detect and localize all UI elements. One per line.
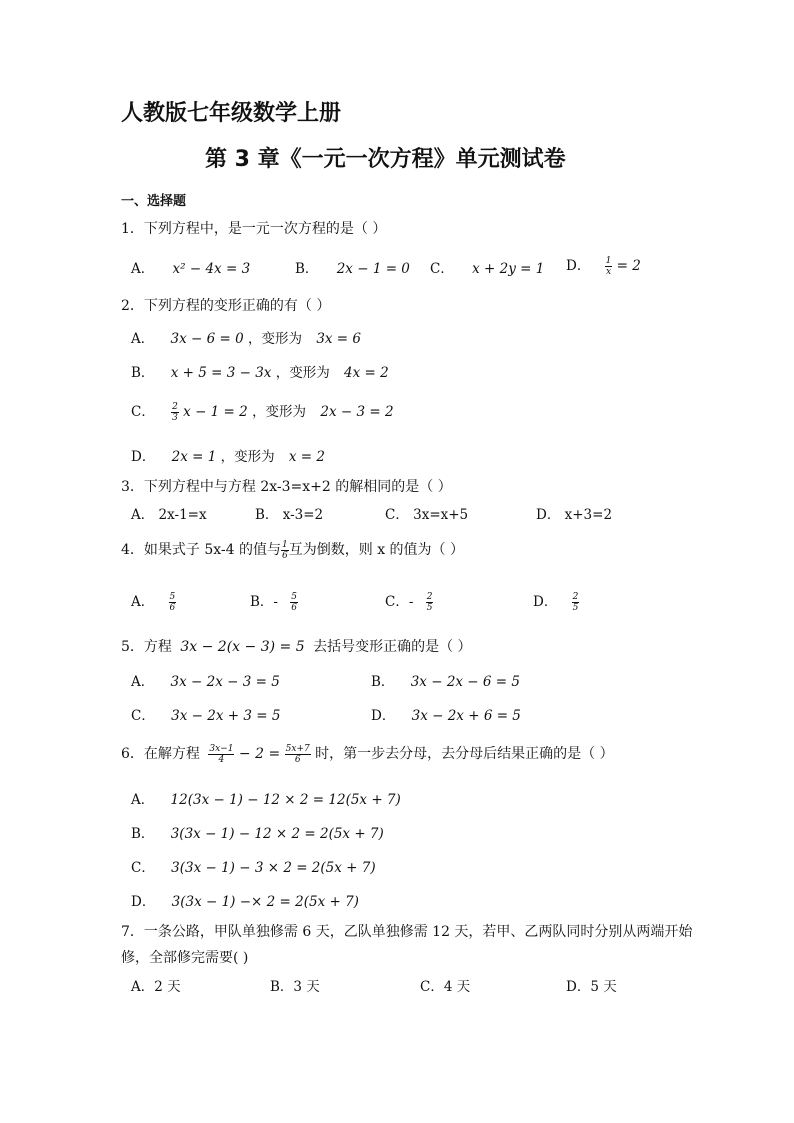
question-4-option-b (250, 590, 298, 613)
option-expression: 3(3x − 1) −× 2 = 2(5x + 7) (171, 894, 359, 910)
option-label: D． (131, 894, 156, 910)
question-3-option-b: B． x-3=2 (255, 507, 324, 523)
option-result: 2x − 3 = 2 (320, 404, 394, 420)
fraction-denominator: 5 (426, 603, 433, 613)
section-heading: 一、选择题 (121, 194, 187, 209)
stem-text: 4．如果式子 5x-4 的值与 (121, 542, 282, 558)
option-label: C． (131, 860, 155, 876)
option-label: B． (295, 261, 319, 277)
fraction (605, 256, 613, 277)
option-label: D． (131, 449, 156, 465)
question-7-stem-line-1: 7．一条公路，甲队单独修需 6 天，乙队单独修需 12 天，若甲、乙两队同时分别从两端开始 (121, 924, 693, 940)
fraction-denominator: 6 (291, 603, 298, 613)
question-6-option-a (131, 788, 401, 808)
question-2-option-c (131, 400, 394, 423)
question-5-stem (121, 636, 472, 656)
fraction-numerator: 1 (282, 539, 288, 550)
option-expression: 2x = 1 (171, 449, 217, 465)
option-expression: 12(3x − 1) − 12 × 2 = 12(5x + 7) (170, 792, 401, 808)
fraction-denominator: 5 (572, 603, 579, 613)
option-expression: 3(3x − 1) − 12 × 2 = 2(5x + 7) (170, 826, 384, 842)
option-label: A． (131, 792, 155, 808)
option-label: A． (131, 261, 155, 277)
option-expression: 3x − 2x − 3 = 5 (170, 674, 280, 690)
fraction-numerator: 2 (426, 592, 433, 602)
fraction-denominator: 6 (294, 754, 301, 765)
option-connector: ，变形为 (252, 404, 307, 420)
option-label: A． (131, 594, 155, 610)
option-label: A． (131, 674, 155, 690)
question-4-option-a (131, 590, 176, 613)
option-expression: x − 1 = 2 (183, 404, 248, 420)
question-7-option-a: A．2 天 (131, 979, 181, 995)
option-expression: 3x − 2x + 3 = 5 (171, 708, 281, 724)
stem-text: 时，第一步去分母，去分母后结果正确的是（ ） (315, 746, 614, 762)
option-label: B． (131, 826, 155, 842)
question-2-option-a (131, 327, 361, 347)
option-label: C．- (385, 594, 414, 610)
fraction-numerator: 2 (572, 592, 579, 602)
option-label: D． (533, 594, 558, 610)
option-label: C． (131, 708, 155, 724)
question-6-option-c (131, 856, 376, 876)
stem-text: 去括号变形正确的是（ ） (313, 639, 472, 655)
document-title: 人教版七年级数学上册 (121, 101, 342, 126)
option-connector: ，变形为 (275, 365, 330, 381)
fraction (572, 592, 580, 613)
option-expression: x² − 4x = 3 (172, 261, 251, 277)
option-label: A． (131, 331, 155, 347)
question-1-option-a (131, 257, 250, 277)
question-7-option-b: B．3 天 (270, 979, 320, 995)
option-label: D． (371, 708, 396, 724)
option-label: D． (566, 258, 591, 274)
fraction-denominator: 6 (282, 550, 288, 561)
fraction-denominator: 6 (169, 603, 176, 613)
fraction-numerator: 5 (291, 592, 298, 602)
option-result: x = 2 (288, 449, 326, 465)
question-5-option-b (371, 670, 520, 690)
option-connector: ，变形为 (220, 449, 275, 465)
option-expression: = 2 (616, 258, 641, 274)
option-expression: 2x − 1 = 0 (336, 261, 410, 277)
question-6-option-b (131, 822, 384, 842)
question-1-stem: 1．下列方程中，是一元一次方程的是（ ） (121, 221, 387, 237)
fraction (426, 592, 434, 613)
fraction-numerator: 3x−1 (209, 743, 234, 754)
option-expression: 3x − 2x − 6 = 5 (410, 674, 520, 690)
question-4-option-d (533, 590, 579, 613)
fraction-numerator: 5x+7 (285, 743, 310, 754)
fraction-denominator: 4 (218, 754, 225, 765)
stem-text: 5．方程 (121, 639, 172, 655)
question-5-option-d (371, 704, 521, 724)
question-7-option-d: D．5 天 (566, 979, 617, 995)
question-7-option-c: C．4 天 (420, 979, 471, 995)
fraction (208, 744, 234, 765)
question-2-stem: 2．下列方程的变形正确的有（ ） (121, 298, 331, 314)
document-subtitle: 第 3 章《一元一次方程》单元测试卷 (205, 147, 566, 172)
option-result: 4x = 2 (344, 365, 389, 381)
option-label: B． (371, 674, 395, 690)
fraction (290, 592, 298, 613)
option-label: C． (430, 261, 454, 277)
question-1-option-d (566, 254, 641, 277)
stem-expression: − 2 = (238, 746, 281, 762)
option-result: 3x = 6 (316, 331, 361, 347)
option-expression: x + 5 = 3 − 3x (170, 365, 272, 381)
option-label: B． (131, 365, 155, 381)
stem-expression: 3x − 2(x − 3) = 5 (180, 639, 305, 655)
question-5-option-a (131, 670, 280, 690)
question-6-option-d (131, 890, 359, 910)
question-1-option-b (295, 257, 410, 277)
fraction-numerator: 5 (169, 592, 176, 602)
question-3-stem: 3．下列方程中与方程 2x-3=x+2 的解相同的是（ ） (121, 479, 452, 495)
question-6-stem (121, 743, 614, 765)
option-expression: 3x − 6 = 0 (170, 331, 244, 347)
fraction-numerator: 2 (172, 402, 178, 412)
option-connector: ，变形为 (248, 331, 303, 347)
fraction (285, 744, 311, 765)
option-expression: 3(3x − 1) − 3 × 2 = 2(5x + 7) (171, 860, 376, 876)
fraction-numerator: 1 (605, 256, 612, 266)
question-2-option-b (131, 361, 389, 381)
question-3-option-d: D． x+3=2 (536, 507, 613, 523)
question-4-stem (121, 539, 464, 561)
stem-text: 6．在解方程 (121, 746, 200, 762)
question-3-option-a: A． 2x-1=x (131, 507, 207, 523)
question-5-option-c (131, 704, 280, 724)
question-2-option-d (131, 445, 325, 465)
question-7-stem-line-2: 修，全部修完需要( ) (121, 950, 249, 966)
question-1-option-c (430, 257, 544, 277)
fraction (281, 540, 289, 561)
option-label: C． (131, 404, 155, 420)
fraction (169, 592, 177, 613)
question-3-option-c: C． 3x=x+5 (385, 507, 469, 523)
option-expression: 3x − 2x + 6 = 5 (411, 708, 521, 724)
option-expression: x + 2y = 1 (472, 261, 545, 277)
option-label: B．- (250, 594, 278, 610)
fraction-denominator: 3 (172, 413, 178, 423)
stem-text: 互为倒数，则 x 的值为（ ） (288, 542, 464, 558)
question-4-option-c (385, 590, 433, 613)
fraction (171, 402, 179, 423)
fraction-denominator: x (605, 267, 612, 277)
